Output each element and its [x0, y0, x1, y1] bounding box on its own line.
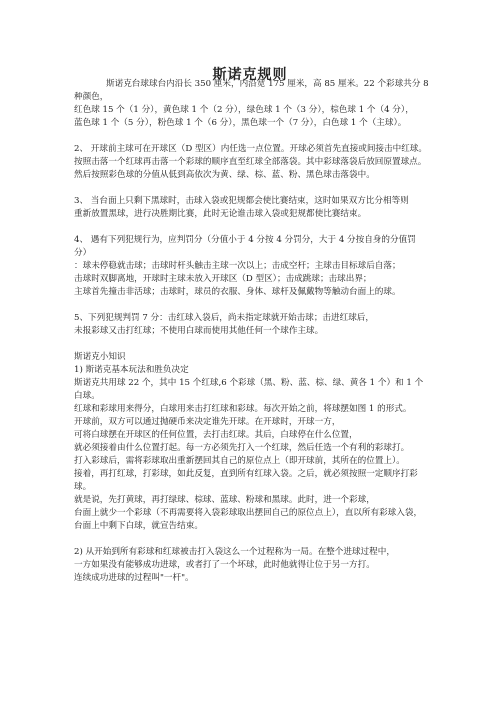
- text-line: 分）: [74, 248, 92, 258]
- text-line: 按照击落一个红球再击落一个彩球的顺序直至红球全部落袋。其中彩球落袋后放回原置球点。: [74, 157, 427, 167]
- text-line: 主球首先撞击非活球；击球时，球员的衣服、身体、球杆及佩戴物等触动台面上的球。: [74, 287, 401, 297]
- text-line: 球。: [74, 482, 92, 492]
- text-line: 斯诺克共用球 22 个，其中 15 个红球,6 个彩球（黑、粉、蓝、棕、绿、黄各 1 个）和 1 个: [74, 378, 424, 388]
- text-line: 打入彩球后，需将彩球取出重新摆回其自己的原位点上（即开球前，其所在的位置上）。: [74, 456, 405, 466]
- text-line: 连续成功进球的过程叫"一杆"。: [74, 573, 194, 583]
- text-line: 重新放置黑球，进行决胜期比赛，此时无论谁击球入袋或犯规都使比赛结束。: [74, 209, 367, 219]
- text-line: 蓝色球 1 个（5 分），粉色球 1 个（6 分），黑色球一个（7 分），白色球 1 个（主球）。: [74, 118, 407, 128]
- text-line: 未报彩球又击打红球；不使用白球而使用其他任何一个球作主球。: [74, 326, 324, 336]
- document-title: 斯诺克规则: [212, 67, 288, 83]
- text-line: 台面上中剩下白球，就宣告结束。: [74, 521, 203, 531]
- text-line: 一方如果没有能够成功进球，或者打了一个坏球，此时他就得让位于另一方打。: [74, 560, 375, 570]
- text-line: 然后按照彩色球的分值从低到高依次为黄、绿、棕、蓝、粉、黑色球击落袋中。: [74, 170, 375, 180]
- text-line: 2) 从开始到所有彩球和红球被击打入袋这么一个过程称为一局。在整个进球过程中，: [74, 547, 395, 557]
- text-line: ：球未停稳就击球；击球时杆头触击主球一次以上；击成空杆；主球击目标球后自落；: [74, 261, 401, 271]
- text-line: 红色球 15 个（1 分），黄色球 1 个（2 分），绿色球 1 个（3 分），棕色球 1 个（4 分），: [74, 105, 414, 115]
- text-line: 就必须接着由什么位置打起。每一方必须先打入一个红球，然后任选一个有利的彩球打。: [74, 443, 410, 453]
- text-line: 接着，再打红球，打彩球，如此反复，直到所有红球入袋。之后，就必须按照一定顺序打彩: [74, 469, 418, 479]
- text-line: 台面上就少一个彩球（不再需要将入袋彩球取出摆回自己的原位点上），直以所有彩球入袋，: [74, 508, 423, 518]
- text-line: 5、下列犯规判罚 7 分：击红球入袋后，尚未指定球就开始击球；击进红球后，: [74, 313, 374, 323]
- section-heading: 斯诺克小知识: [74, 352, 126, 362]
- text-line: 红球和彩球用来得分，白球用来击打红球和彩球。每次开始之前，将球摆如图 1 的形式。: [74, 404, 412, 414]
- text-line: 就是说，先打黄球，再打绿球、棕球、蓝球、粉球和黑球。此时，进一个彩球，: [74, 495, 375, 505]
- text-line: 3、 当台面上只剩下黑球时，击球入袋或犯规都会使比赛结束，这时如果双方比分相等则: [74, 196, 409, 206]
- subsection-heading: 1) 斯诺克基本玩法和胜负决定: [74, 365, 189, 375]
- text-line: 可将白球摆在开球区的任何位置，去打击红球。其后，白球停在什么位置，: [74, 430, 358, 440]
- text-line: 种颜色，: [74, 92, 109, 102]
- text-line: 4、 遇有下列犯规行为，应判罚分（分值小于 4 分按 4 分罚分，大于 4 分按自身的分值罚: [74, 235, 416, 245]
- text-line: 白球。: [74, 391, 100, 401]
- text-line: 开球前，双方可以通过抛硬币来决定谁先开球。在开球时，开球一方，: [74, 417, 341, 427]
- text-line: 击球时双脚离地，开球时主球未放入开球区（D 型区）；击成跳球；击球出界；: [74, 274, 372, 284]
- text-line: 2、 开球前主球可在开球区（D 型区）内任选一点位置。开球必须首先直接或间接击中红球。: [74, 144, 427, 154]
- text-line: 斯诺克台球球台内沿长 350 厘米，内沿宽 175 厘米，高 85 厘米。22 个彩球共分 8: [106, 79, 429, 89]
